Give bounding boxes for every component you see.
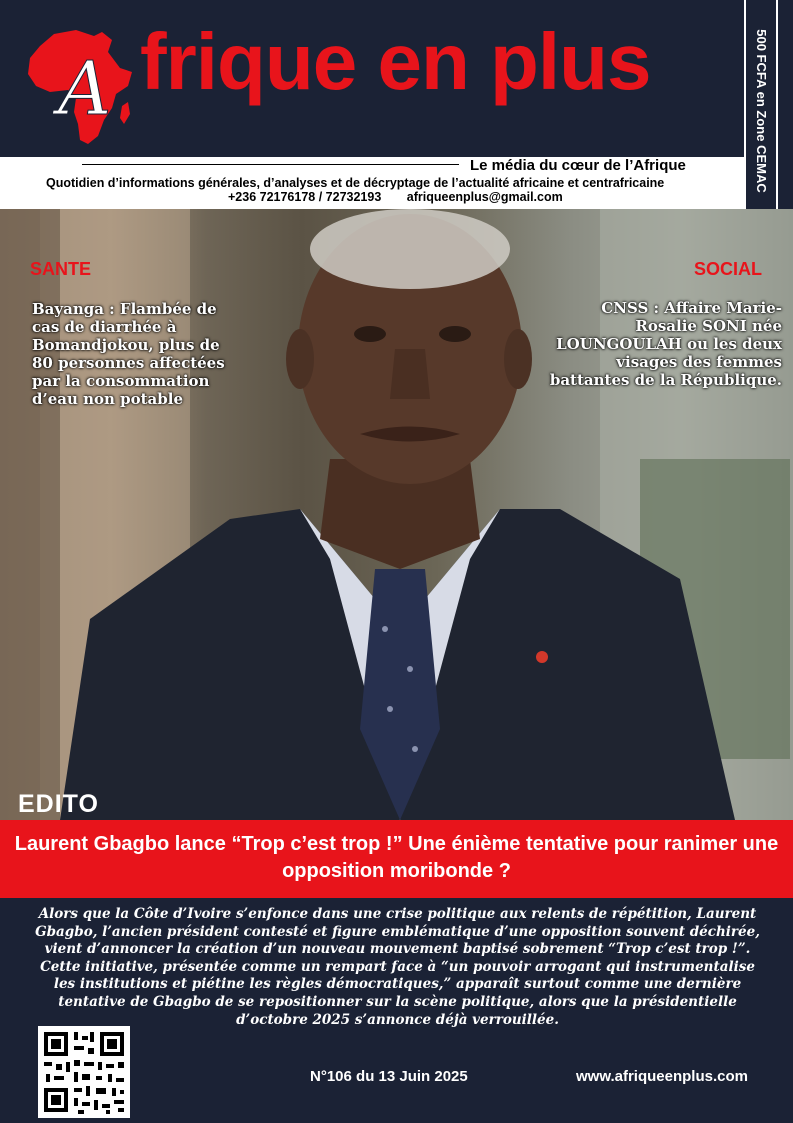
africa-map-icon	[24, 28, 136, 146]
section-label-social: SOCIAL	[694, 259, 763, 279]
social-teaser[interactable]: CNSS : Affaire Marie-Rosalie SONI née LOUNGOULAH ou les deux visages des femmes battantes de la République.	[549, 299, 782, 389]
edito-lead: Alors que la Côte d’Ivoire s’enfonce dans une crise politique aux relents de répétition, Laurent Gbagbo, l’ancien président contesté et figure emblématique d’une opposition souvent déchirée, vient d’annoncer la création d’un nouveau mouvement baptisé sobrement “Trop c’est trop !”. Cette initiative, présentée comme un rempart face à “un pouvoir arrogant qui instrumentalise les institutions et piétine les règles démocratiques,” apparaît surtout comme une dernière tentative de Gbagbo de se repositionner sur la scène politique, alors que la présidentielle d’octobre 2025 s’annonce déjà verrouillée.	[35, 906, 760, 1028]
tagline-rule	[82, 164, 459, 165]
masthead-description: Quotidien d’informations générales, d’analyses et de décryptage de l’actualité africaine et centrafricaine	[46, 176, 665, 190]
subheader	[0, 157, 744, 209]
qr-code-icon[interactable]	[38, 1026, 130, 1118]
brand-title: frique en plus	[140, 17, 651, 106]
issue-number: N°106 du 13 Juin 2025	[310, 1068, 468, 1085]
sante-teaser[interactable]: Bayanga : Flambée de cas de diarrhée à Bomandjokou, plus de 80 personnes affectées par la consommation d’eau non potable	[32, 300, 225, 408]
price-text: 500 FCFA en Zone CEMAC	[754, 29, 769, 193]
phone-number: +236 72176178 / 72732193	[228, 190, 382, 204]
email-address: afriqueenplus@gmail.com	[406, 190, 563, 204]
contact-line	[228, 190, 563, 204]
edito-label: EDITO	[18, 790, 99, 818]
section-label-sante: SANTE	[30, 259, 92, 279]
website-link[interactable]: www.afriqueenplus.com	[576, 1068, 748, 1085]
edito-headline[interactable]: Laurent Gbagbo lance “Trop c’est trop !” Une énième tentative pour ranimer une opposition moribonde ?	[14, 833, 779, 882]
headline-bar	[0, 820, 793, 898]
tagline: Le média du cœur de l’Afrique	[470, 157, 686, 174]
price-band	[744, 0, 778, 222]
masthead	[0, 0, 793, 157]
logo-letter: A	[58, 46, 112, 132]
